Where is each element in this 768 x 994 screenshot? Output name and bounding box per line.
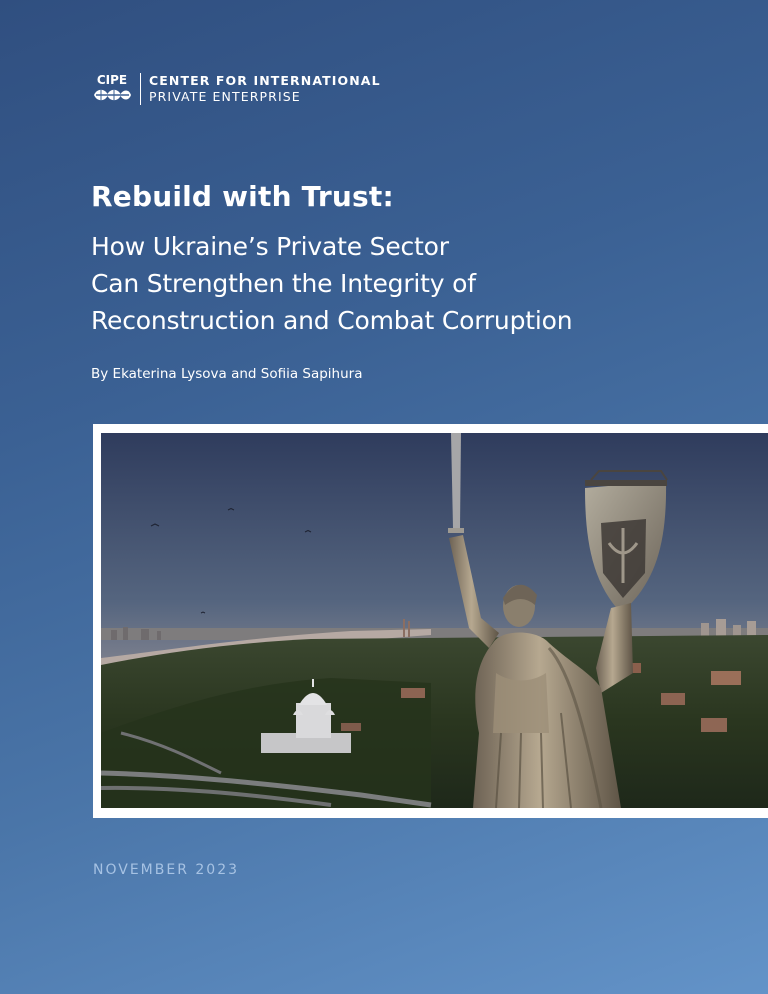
logo-line-2: PRIVATE ENTERPRISE — [149, 89, 301, 104]
publication-date: NOVEMBER 2023 — [93, 862, 240, 878]
subtitle-line-1: How Ukraine’s Private Sector — [91, 232, 449, 261]
subtitle-line-3: Reconstruction and Combat Corruption — [91, 306, 573, 335]
report-subtitle — [91, 228, 572, 339]
subtitle-line-2: Can Strengthen the Integrity of — [91, 269, 476, 298]
cipe-logo-mark-icon — [91, 72, 133, 106]
logo-line-1: CENTER FOR INTERNATIONAL — [149, 73, 381, 88]
motherland-monument-photo — [101, 433, 768, 808]
logo-wordmark — [149, 73, 381, 105]
report-title: Rebuild with Trust: — [91, 180, 394, 213]
cipe-logo — [91, 72, 381, 106]
author-byline: By Ekaterina Lysova and Sofiia Sapihura — [91, 366, 363, 382]
logo-acronym: CIPE — [96, 73, 128, 87]
logo-divider — [140, 73, 141, 105]
